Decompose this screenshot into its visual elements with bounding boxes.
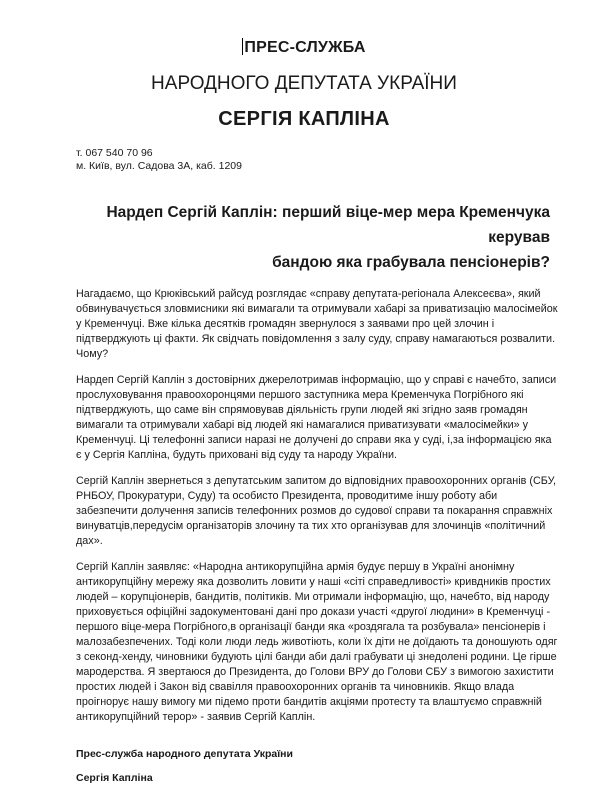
header-press-service <box>0 38 608 57</box>
signature-line-2: Сергія Капліна <box>76 772 153 784</box>
header-deputy: НАРОДНОГО ДЕПУТАТА УКРАЇНИ <box>151 73 457 94</box>
title-line-2: бандою яка грабувала пенсіонерів? <box>272 254 550 271</box>
header-line-1: ПРЕС-СЛУЖБА <box>244 39 366 56</box>
paragraph: Нагадаємо, що Крюківський райсуд розглядає «справу депутата-регіонала Алексеєва», який обвинувачується зловмисники які вимагали та отримували хабарі за приватизацію малосімейок у Кременчуці. Вже кілька десятків громадян звернулося з заявами про цей злочин і підтверджують ці факти. Як свідчать повідомлення з залу суду, справу намагаються розвалити. Чому? <box>76 288 558 360</box>
contact-phone: т. 067 540 70 96 <box>76 147 153 159</box>
paragraph: Сергій Каплін заявляє: «Народна антикорупційна армія будує першу в Україні анонімну антикорупційну мережу яка дозволить ловити у наші «сіті справедливості» кривдників простих людей – корупціонерів, бандитів, політиків. Ми отримали інформацію, що, начебто, від народу приховується офіційні задокументовані дані про докази участі «другої людини» в Кременчуці - першого віце-мера Погрібного,в організації банди яка «роздягала та розбувала» пенсіонерів і малозабезпечених. Тоді коли люди ледь животіють, коли їх діти не доїдають та доношують одяг з секонд-хенду, чиновники будують цілі банди аби далі грабувати ці знедолені родини. Це гірше мародерства. Я звертаюся до Президента, до Голови ВРУ до Голови СБУ з вимогою захистити простих людей і Закон від свавілля правоохоронних органів та чиновників. Якщо влада проігнорує нашу вимогу ми підемо проти бандитів акціями протесту та влаштуємо справжній антикорупційний терор» - заявив Сергій Каплін. <box>76 561 558 723</box>
header-name: СЕРГІЯ КАПЛІНА <box>218 108 390 130</box>
title-line-1: Нардеп Сергій Каплін: перший віце-мер мера Кременчука керував <box>106 204 550 246</box>
contact-address: м. Київ, вул. Садова 3А, каб. 1209 <box>76 160 242 172</box>
paragraph: Нардеп Сергій Каплін з достовірних джерелотримав інформацію, що у справі є начебто, записи прослуховування правоохоронцями першого заступника мера Кременчука Погрібного які підтверджують, що саме він спрямовував діяльність групи людей які згідно заяв громадян вимагали та отримували хабарі від людей які намагалися приватизувати «малосімейки» у Кременчуці. Ці телефонні записи наразі не долучені до справи яка у суді, і,за інформацією яка є у Сергія Капліна, будуть приховані від суду та народу України. <box>76 374 557 461</box>
paragraph: Сергій Каплін звернеться з депутатським запитом до відповідних правоохоронних органів (СБУ, РНБОУ, Прокуратури, Суду) та особисто Президента, проводитиме іншу роботу аби забезпечити долучення записів телефонних розмов до судової справи та покарання справжніх винуватців,передусім організаторів злочину та тих хто організував для злочинців «політичний дах». <box>76 475 557 547</box>
article-body <box>76 287 558 736</box>
signature-line-1: Прес-служба народного депутата України <box>76 748 293 760</box>
article-title <box>70 200 550 275</box>
contacts-block <box>76 147 242 173</box>
